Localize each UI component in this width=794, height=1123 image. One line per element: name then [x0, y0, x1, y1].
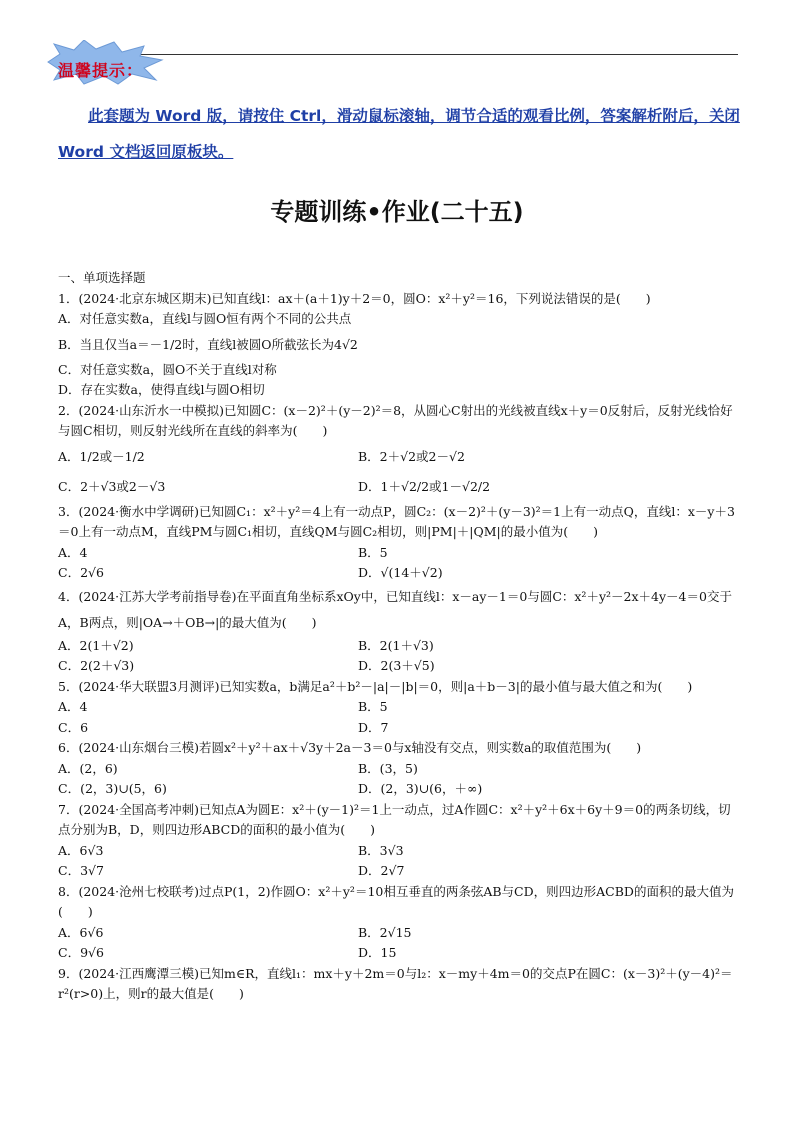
- option-grid: [58, 697, 742, 738]
- option-d: D．7: [358, 719, 389, 735]
- question-8: [58, 882, 742, 964]
- document-title: 专题训练•作业(二十五): [270, 198, 524, 226]
- option-c: C．3√7: [58, 863, 104, 878]
- option-c: C．(2，3)∪(5，6): [58, 781, 167, 796]
- option-a: A．(2，6): [58, 760, 118, 776]
- option-d: D．15: [358, 945, 397, 960]
- option-grid: [58, 923, 742, 964]
- option-c: C．6: [58, 719, 89, 735]
- option-d: D．(2，3)∪(6，＋∞): [358, 781, 483, 796]
- option-c: C．2(2＋√3): [58, 658, 135, 673]
- question-2: [58, 401, 742, 502]
- header-rule: [130, 54, 738, 55]
- option-b: B．(3，5): [358, 760, 418, 776]
- option-c: C．对任意实数a，圆O不关于直线l对称: [58, 361, 277, 377]
- option-grid: [58, 442, 742, 502]
- option-d: D．2(3＋√5): [358, 658, 435, 673]
- option-a: A．6√3: [58, 842, 104, 858]
- question-4: [58, 584, 742, 677]
- question-6: [58, 738, 742, 800]
- question-stem: 3．(2024·衡水中学调研)已知圆C₁：x²＋y²＝4上有一动点P，圆C₂：(x－2)²＋(y－3)²＝1上有一动点Q，直线l：x－y＋3＝0上有一动点M，直线PM与圆C₁相切，直线QM与圆C₂相切，则|PM|＋|QM|的最小值为( ): [58, 503, 735, 539]
- question-stem: 4．(2024·江苏大学考前指导卷)在平面直角坐标系xOy中，已知直线l：x－ay－1＝0与圆C：x²＋y²－2x＋4y－4＝0交于A，B两点，则|OA→＋OB→|的最大值为( ): [58, 588, 732, 630]
- option-b: B．5: [358, 544, 388, 560]
- question-stem: 7．(2024·全国高考冲刺)已知点A为圆E：x²＋(y－1)²＝1上一动点，过A作圆C：x²＋y²＋6x＋6y＋9＝0的两条切线，切点分别为B，D，则四边形ABCD的面积的最小值为( ): [58, 801, 731, 837]
- option-b: B．3√3: [358, 842, 404, 858]
- option-b: B．2√15: [358, 924, 412, 940]
- question-stem: 1．(2024·北京东城区期末)已知直线l：ax＋(a＋1)y＋2＝0，圆O：x²＋y²＝16，下列说法错误的是( ): [58, 290, 651, 306]
- option-grid: [58, 759, 742, 800]
- option-a: A．1/2或－1/2: [58, 448, 145, 464]
- option-b: B．5: [358, 699, 388, 714]
- question-1: [58, 289, 742, 401]
- option-b: B．2＋√2或2－√2: [358, 448, 465, 464]
- usage-notice: 此套题为 Word 版，请按住 Ctrl，滑动鼠标滚轴，调节合适的观看比例，答案解析附后，关闭 Word 文档返回原板块。: [58, 107, 740, 161]
- option-d: D．存在实数a，使得直线l与圆O相切: [58, 382, 265, 397]
- option-b: B．当且仅当a＝－1/2时，直线l被圆O所截弦长为4√2: [58, 336, 358, 352]
- option-d: D．√(14＋√2): [358, 565, 443, 580]
- question-stem: 8．(2024·沧州七校联考)过点P(1，2)作圆O：x²＋y²＝10相互垂直的两条弦AB与CD，则四边形ACBD的面积的最大值为( ): [58, 883, 734, 919]
- question-stem: 5．(2024·华大联盟3月测评)已知实数a，b满足a²＋b²－|a|－|b|＝0，则|a＋b－3|的最小值与最大值之和为( ): [58, 678, 693, 694]
- option-c: C．9√6: [58, 945, 104, 960]
- question-stem: 9．(2024·江西鹰潭三模)已知m∈R，直线l₁：mx＋y＋2m＝0与l₂：x－my＋4m＝0的交点P在圆C：(x－3)²＋(y－4)²＝r²(r>0)上，则r的最大值是( ): [58, 965, 733, 1001]
- option-a: A．4: [58, 699, 88, 714]
- question-stem: 2．(2024·山东沂水一中模拟)已知圆C：(x－2)²＋(y－2)²＝8，从圆心C射出的光线被直线x＋y＝0反射后，反射光线恰好与圆C相切，则反射光线所在直线的斜率为( ): [58, 402, 733, 438]
- option-a: A．4: [58, 544, 88, 560]
- question-stem: 6．(2024·山东烟台三模)若圆x²＋y²＋ax＋√3y＋2a－3＝0与x轴没有交点，则实数a的取值范围为( ): [58, 740, 642, 755]
- tip-label: 温馨提示：: [58, 61, 144, 80]
- option-d: D．2√7: [358, 863, 405, 878]
- option-grid: [58, 841, 742, 882]
- option-grid: [58, 543, 742, 584]
- section-heading: 一、单项选择题: [58, 270, 146, 285]
- option-b: B．2(1＋√3): [358, 637, 434, 653]
- question-list: [58, 268, 742, 1005]
- tip-badge: [44, 40, 164, 86]
- option-d: D．1＋√2/2或1－√2/2: [358, 478, 491, 494]
- question-7: [58, 800, 742, 882]
- option-grid: [58, 636, 742, 677]
- option-a: A．2(1＋√2): [58, 637, 134, 653]
- option-a: A．对任意实数a，直线l与圆O恒有两个不同的公共点: [58, 311, 352, 326]
- question-5: [58, 677, 742, 739]
- option-c: C．2√6: [58, 565, 104, 580]
- question-3: [58, 502, 742, 584]
- question-9: [58, 964, 742, 1005]
- option-c: C．2＋√3或2－√3: [58, 478, 166, 494]
- option-a: A．6√6: [58, 924, 104, 940]
